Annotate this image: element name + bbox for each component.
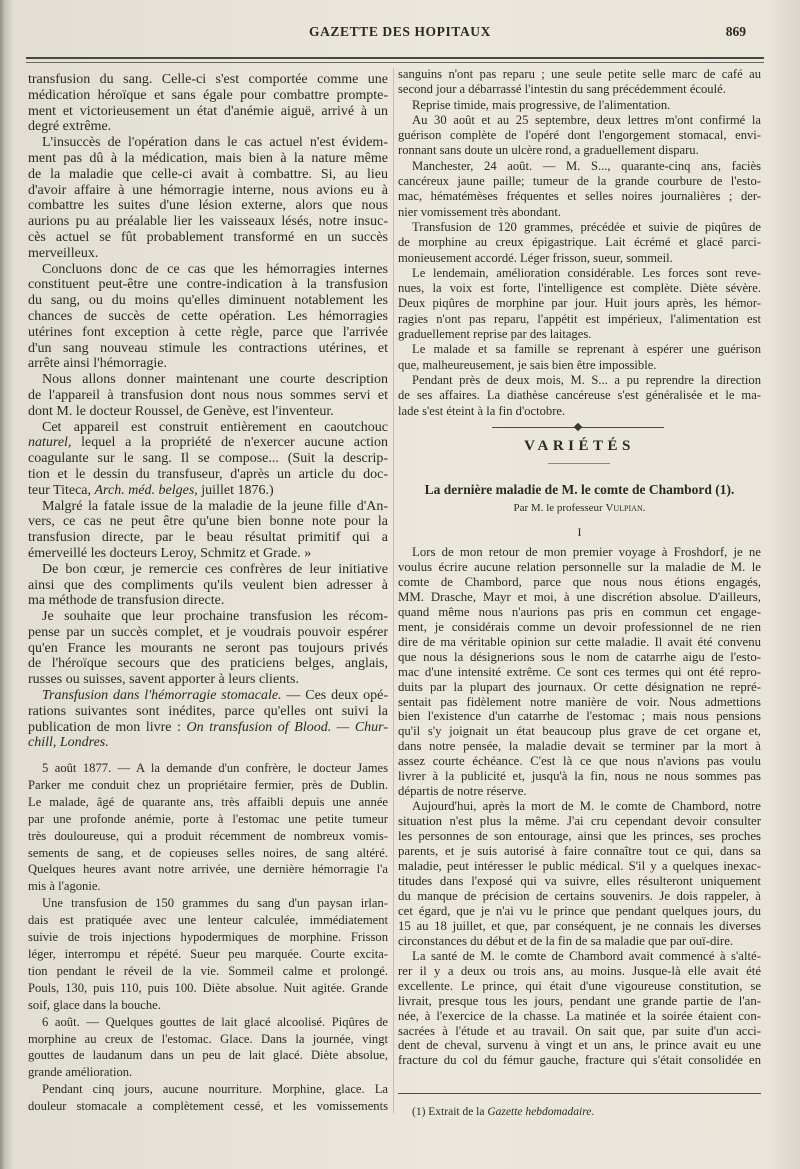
text-line: nier vomissement très abondant. (398, 204, 561, 219)
paragraph (398, 159, 761, 220)
paragraph (398, 67, 761, 98)
text-line: que, malheureusement, je sais bien être impossible. (398, 357, 657, 372)
text-line: mac d'une intensité extrême. Ce sont ces termes qui ont été repro- (398, 664, 761, 679)
text-line: de ses affaires. La diathèse cancéreuse s'est généralisée et le ma- (398, 388, 761, 403)
text-line: tion pendant le réveil de la vie. Sommeil calme et prolongé. (28, 963, 388, 978)
text-line: léger, interrompu et répété. Sueur peu marquée. Courte excita- (28, 946, 388, 961)
text-line: Le malade, âgé de quarante ans, très affaibli depuis une année (28, 794, 388, 809)
text-line: douleur stomacale a complètement cessé, et les vomissements (28, 1099, 388, 1114)
text-line: circonstances du début et de la fin de sa maladie que par ouï-dire. (398, 933, 734, 948)
text-line: comte de Chambord, parce que nous nous étions engagés, (398, 574, 761, 589)
text-line: ment, je considérais comme un devoir professionnel de ne rien (398, 619, 761, 634)
text-line: fracture du col du fémur gauche, fracture qui s'était consolidée en (398, 1053, 761, 1068)
paragraph (398, 373, 761, 419)
text-line: ainsi que des compliments qu'ils veulent bien adresser à (28, 577, 388, 593)
text-line: Je souhaite que leur prochaine transfusion les récom- (42, 609, 388, 625)
paragraph (28, 1081, 388, 1115)
paragraph (398, 949, 761, 1069)
paragraph (398, 799, 761, 949)
author-name: Vulpian. (605, 502, 646, 514)
text-line: dans notre pensée, la maladie devait se terminer par la mort à (398, 739, 761, 754)
italic-text: chill, Londres. (28, 735, 109, 751)
paragraph (28, 609, 388, 688)
text-line: merveilleux. (28, 245, 99, 261)
text-line: dent de cheval, survenu à vingt et un ans, le prince avait eu une (398, 1038, 761, 1053)
column-divider (393, 68, 394, 1113)
text-line: russes ou suisses, savent apporter à leurs clients. (28, 672, 299, 688)
text-line (28, 735, 388, 751)
text-line: qu'il s'y joignait un état beaucoup plus grave de cet organe et, (398, 724, 761, 739)
text-line: constituent peut-être une contre-indication à la transfusion (28, 277, 388, 293)
text-line: 5 août 1877. — A la demande d'un confrère, le docteur James (42, 761, 388, 775)
text-line: par une profonde anémie, porte à l'estomac une petite tumeur (28, 811, 388, 826)
text-line: maladie, peut intéresser le public médical. S'il y a quelques inexac- (398, 859, 761, 874)
text-line: Aujourd'hui, après la mort de M. le comte de Chambord, notre (412, 799, 761, 814)
text-line: coagulante sur le sang. Il se compose... (Suit la descrip- (28, 451, 388, 467)
text-line: Nous allons donner maintenant une courte description (42, 372, 388, 388)
text-segment: publication de mon livre : (28, 719, 187, 735)
text-line: médication héroïque et sans égale pour combattre prompte- (28, 87, 388, 103)
text-line: soif, glace dans la bouche. (28, 997, 161, 1012)
byline-prefix: Par M. le professeur (513, 502, 606, 514)
text-line: morphine au creux de l'estomac. Glace. Dans la journée, vingt (28, 1031, 388, 1046)
italic-text: Arch. méd. belges (94, 482, 195, 498)
article-title: La dernière maladie de M. le comte de Chambord (1). (424, 482, 735, 497)
text-line: voulus écrire aucune relation personnelle sur la maladie de M. le (398, 559, 761, 574)
text-line: L'insuccès de l'opération dans le cas actuel n'est évidem- (42, 135, 388, 151)
paragraph (398, 266, 761, 342)
text-line: Manchester, 24 août. — M. S..., quarante-cinq ans, faciès (412, 158, 761, 173)
text-line: qu'en France les mourants ne seront pas toujours privés (28, 640, 388, 656)
header-rule (26, 57, 764, 59)
text-line: Pendant cinq jours, aucune nourriture. Morphine, glace. La (42, 1082, 388, 1097)
text-line: aurions pu au préalable lier les vaisseaux lésés, notre insuc- (28, 214, 388, 230)
text-line: Parker me conduit chez un propriétaire fermier, près de Dublin. (28, 777, 388, 792)
text-line: ment et victorieusement un état d'anémie aiguë, arrivé à un (28, 103, 388, 119)
paragraph (28, 562, 388, 609)
text-line: d'un sang nouveau stimule les contractions utérines, et (28, 340, 388, 356)
text-line (398, 1105, 761, 1120)
text-line: de morphine au creux épigastrique. Lait écrémé et glacé parci- (398, 235, 761, 250)
paragraph (398, 98, 761, 113)
text-line: de l'appareil à transfusion dont nous nous sommes servi et (28, 387, 388, 403)
text-line (28, 435, 388, 451)
text-line: guérison complète de l'opéré dont l'engorgement stomacal, envi- (398, 128, 761, 143)
paragraph (28, 895, 388, 1013)
text-line: Transfusion de 120 grammes, précédée et suivie de piqûres de (412, 219, 761, 234)
text-line: Deux piqûres de morphine par jour. Huit jours après, les hémor- (398, 296, 761, 311)
text-line: utérines font exception à cette règle, parce que l'arrivée (28, 324, 388, 340)
text-line: sacrées à l'étude et au travail. On sait que, par suite d'un acci- (398, 1023, 761, 1038)
text-line: excellente. Le prince, qui était d'une vigoureuse constitution, se (398, 978, 761, 993)
text-line: second jour a débarrassé l'intestin du sang précédemment écoulé. (398, 82, 726, 97)
paragraph (398, 113, 761, 159)
text-line: dont M. le docteur Roussel, de Genève, est l'inventeur. (28, 403, 334, 419)
text-line: 6 août. — Quelques gouttes de lait glacé alcoolisé. Piqûres de (42, 1014, 388, 1029)
text-line: combattre les suites d'une lésion externe, alors que nous (28, 198, 388, 214)
paragraph (398, 342, 761, 373)
text-line: pense par un succès complet, et je voudrais pouvoir espérer (28, 624, 388, 640)
text-segment: lequel a la propriété de n'exercer aucune action (71, 435, 388, 451)
text-line: La santé de M. le comte de Chambord avait commencé à s'alté- (412, 948, 761, 963)
text-line: transfusion du sang. Celle-ci s'est comportée comme une (28, 72, 388, 87)
text-line: très douloureuse, qui a produit récemment de nombreux vomis- (28, 828, 388, 843)
text-line: parents, et je suis autorisé à faire connaître tout ce qui, dans sa (398, 844, 761, 859)
text-line: Pendant près de deux mois, M. S... a pu reprendre la direction (412, 372, 761, 387)
text-line (28, 483, 388, 499)
text-segment: . (591, 1106, 595, 1118)
text-line: sanguins n'ont pas reparu ; une seule petite selle marc de café au (398, 67, 761, 81)
text-line (28, 688, 388, 704)
text-line: Au 30 août et au 25 septembre, deux lettres m'ont confirmé la (412, 112, 761, 127)
footnote (398, 1105, 761, 1120)
text-line: titudes dans l'exposé qui va suivre, elles résulteront uniquement (398, 873, 761, 888)
text-line: du manque de précision de certains souvenirs. Je dois rappeler, à (398, 888, 761, 903)
text-segment: , juillet 1876.) (194, 482, 274, 498)
text-line: de la maladie que celle-ci avait à combattre. Si, au lieu (28, 166, 388, 182)
text-line: situation n'est plus la même. J'ai cru cependant devoir consulter (398, 814, 761, 829)
paragraph (28, 72, 388, 135)
text-segment: teur Titeca, (28, 482, 95, 498)
left-column-body (28, 72, 388, 751)
text-line: suivie de trois injections hypodermiques de morphine. Frisson (28, 930, 388, 945)
text-line: départis de notre réserve. (398, 784, 527, 799)
paragraph (398, 1105, 761, 1120)
footnote-rule (398, 1093, 761, 1094)
text-line: dire de ma véritable opinion sur cette maladie. Il avait été convenu (398, 634, 761, 649)
journal-title: GAZETTE DES HOPITAUX (308, 24, 492, 39)
text-line: 15 au 18 juillet, et que, par conséquent, je ne connais les diverses (398, 918, 761, 933)
text-line: sentait pas fidèlement notre manière de voir. Nous admettions (398, 694, 761, 709)
text-line: de l'héroïque secours que des praticiens belges, anglais, (28, 656, 388, 672)
text-line: MM. Drasche, Mayr et moi, à une discrétion absolue. D'ailleurs, (398, 589, 761, 604)
article-byline (398, 502, 761, 514)
paragraph (28, 135, 388, 261)
text-line (28, 720, 388, 736)
text-line: ragies n'ont pas reparu, l'appétit est impérieux, l'alimentation est (398, 311, 761, 326)
header-rule-thin (26, 62, 764, 63)
text-line: livrer à la publicité et, jusqu'à la fin, nous ne nous sommes pas (398, 769, 761, 784)
right-column-observations (398, 67, 761, 419)
text-line: cet égard, que je n'ai vu le prince que pendant quelques jours, du (398, 903, 761, 918)
text-line: mis à l'agonie. (28, 879, 101, 894)
text-line: mac, hématémèses fréquentes et selles noires journalières ; der- (398, 189, 761, 204)
paragraph (28, 420, 388, 499)
text-line: cancéreux jaune paille; tumeur de la grande courbure de l'esto- (398, 174, 761, 189)
text-segment: — Ces deux opé- (281, 688, 389, 704)
text-line: que nous la désignerions sous le nom de catarrhe aigu de l'esto- (398, 649, 761, 664)
paragraph (28, 499, 388, 562)
text-line: Quelques heures avant notre arrivée, une dernière hémorragie l'a (28, 862, 388, 877)
text-line: monieusement accordé. Léger frisson, sueur, sommeil. (398, 250, 673, 265)
paragraph (398, 545, 761, 799)
text-line: gouttes de laudanum dans un peu de lait glacé. Diète absolue, (28, 1048, 388, 1063)
text-line: transfusion directe, par le beau résultat primitif qui a (28, 530, 388, 546)
text-line: née, à l'exercice de la chasse. La matinée et la soirée étaient con- (398, 1008, 761, 1023)
text-line: vers, ce cas ne peut être qu'une bien bonne note pour la (28, 514, 388, 530)
text-line: rer il y a deux ou trois ans, au moins. Jusque-là elle avait été (398, 963, 761, 978)
text-line: cès actuel se fût probablement transformé en un succès (28, 229, 388, 245)
text-line: ronnant sans doute un ulcère rond, a graduellement disparu. (398, 143, 699, 158)
text-line: lade s'est éteint à la fin d'octobre. (398, 403, 566, 418)
text-line: Malgré la fatale issue de la maladie de la jeune fille d'An- (42, 498, 388, 514)
text-line: degré extrême. (28, 119, 112, 135)
text-line: duits par la plupart des journaux. Or cette désignation ne repré- (398, 679, 761, 694)
paragraph (28, 688, 388, 751)
paragraph (28, 1014, 388, 1082)
text-line: Une transfusion de 150 grammes du sang d'un paysan irlan- (42, 896, 388, 911)
text-line: les personnes de son entourage, ainsi que les princes, ses proches (398, 829, 761, 844)
paragraph (28, 760, 388, 895)
text-line: dais est pratiquée avec une lenteur calculée, immédiatement (28, 913, 388, 928)
text-line: graduellement reprise par des laitages. (398, 327, 592, 342)
text-line: sements de sang, et de copieuses selles noires, de sang altéré. (28, 845, 388, 860)
text-segment: (1) Extrait de la (412, 1106, 488, 1118)
text-line: rations suivantes sont inédites, parce qu'elles ont suivi la (28, 703, 388, 719)
text-line: nues, la voix est forte, l'intelligence est complète. Diète sévère. (398, 281, 761, 296)
text-line: Concluons donc de ce cas que les hémorragies internes (42, 261, 388, 277)
text-line: Reprise timide, mais progressive, de l'alimentation. (412, 97, 671, 112)
text-line: bien l'existence d'un catarrhe de l'estomac ; mais nous pensions (398, 709, 761, 724)
text-line: émerveillé les docteurs Leroy, Schmitz et Grade. » (28, 545, 312, 561)
text-line: assez courte échéance. C'est là ce que nous n'avions pas voulu (398, 754, 761, 769)
page-number: 869 (725, 24, 746, 39)
text-line: Lors de mon retour de mon premier voyage à Froshdorf, je ne (412, 545, 761, 559)
text-line: Le malade et sa famille se reprenant à espérer une guérison (412, 342, 761, 357)
text-line: arrête ainsi l'hémorragie. (28, 356, 167, 372)
italic-text: Gazette hebdomadaire (487, 1106, 592, 1118)
text-line: du sang, ou du moins qu'elles diminuent notablement les (28, 293, 388, 309)
text-line: d'avoir affaire à une hémorragie interne, nous avions eu à (28, 182, 388, 198)
section-title: VARIÉTÉS (524, 438, 635, 454)
text-line: Le lendemain, amélioration considérable. Les forces sont reve- (412, 265, 761, 280)
article-section-number: I (577, 525, 582, 539)
text-line: Pouls, 130, puis 110, puis 100. Diète absolue. Nuit agitée. Grande (28, 980, 388, 995)
italic-text: On transfusion of Blood. — Chur- (186, 719, 388, 735)
section-title-rule (548, 463, 610, 464)
divider-ornament (574, 423, 582, 431)
text-line: ment pas dû à la médication, mais bien à la nature même (28, 150, 388, 166)
text-line: grande amélioration. (28, 1065, 133, 1080)
text-line: ma méthode de transfusion directe. (28, 593, 225, 609)
text-line: Cet appareil est construit entièrement en caoutchouc (42, 419, 388, 435)
text-line: chances de succès de cette opération. Les hémorragies (28, 308, 388, 324)
text-line: quand même nous n'aurions pas pris en commun cet engage- (398, 604, 761, 619)
italic-text: naturel, (28, 435, 72, 451)
left-column-observations (28, 760, 388, 1115)
paragraph (398, 220, 761, 266)
article-body (398, 545, 761, 1068)
paragraph (28, 262, 388, 373)
italic-text: Transfusion dans l'hémorragie stomacale. (42, 688, 282, 704)
paragraph (28, 372, 388, 419)
text-line: livrait, presque tous les jours, pendant une grande partie de l'an- (398, 993, 761, 1008)
text-line: tion et le dessin du transfuseur, d'après un article du doc- (28, 466, 388, 482)
text-line: De bon cœur, je remercie ces confrères de leur initiative (42, 561, 388, 577)
